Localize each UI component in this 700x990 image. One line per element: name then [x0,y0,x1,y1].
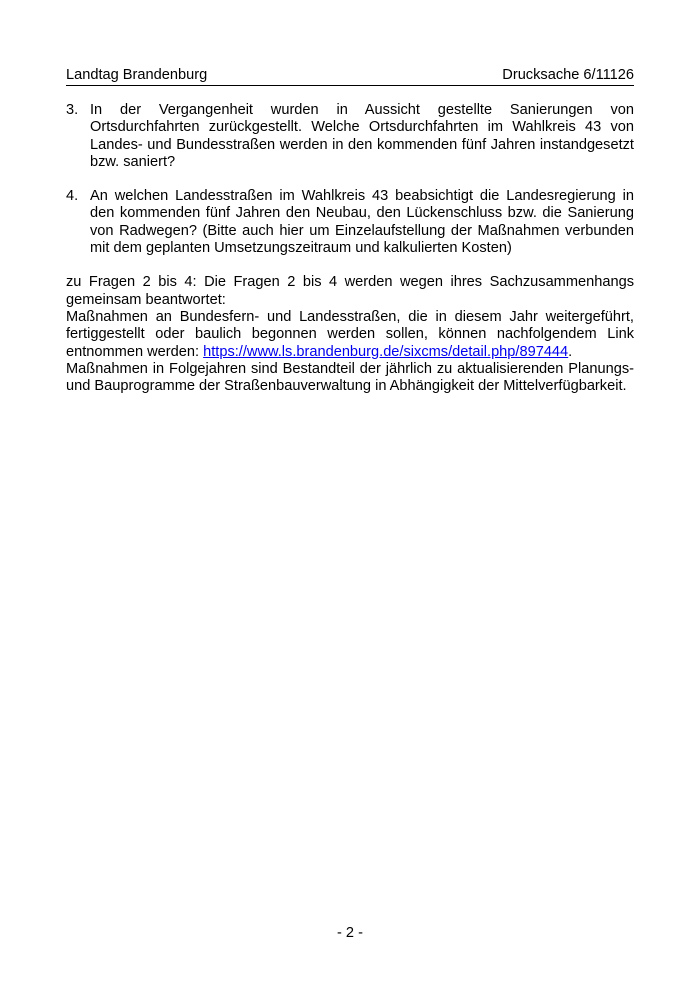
answer-paragraph-1 [66,309,634,361]
question-text: An welchen Landesstraßen im Wahlkreis 43 beabsichtigt die Landesregierung in den kommenden fünf Jahren den Neubau, den Lückenschluss bzw. die Sanierung von Radwegen? (Bitte auch hier um Einzelaufstellung der Maßnahmen verbunden mit dem geplanten Umsetzungszeitraum und kalkulierten Kosten) [90,188,634,257]
answer-paragraph-1-text: Maßnahmen an Bundesfern- und Landesstraßen, die in diesem Jahr weitergeführt, fertiggestellt oder baulich begonnen werden sollen, können nachfolgendem Link entnommen werden: [66,308,634,360]
answer-paragraph-1-end: . [568,343,573,360]
question-text: In der Vergangenheit wurden in Aussicht gestellte Sanierungen von Ortsdurchfahrten zurückgestellt. Welche Ortsdurchfahrten im Wahlkreis 43 von Landes- und Bundesstraßen werden in den kommenden fünf Jahren instandgesetzt bzw. saniert? [90,102,634,170]
question-3 [66,102,634,171]
page-number: - 2 - [337,925,363,941]
document-body [66,102,634,395]
question-number: 3. [66,102,79,118]
question-number: 4. [66,188,79,205]
header-document-number: Drucksache 6/11126 [502,67,634,83]
question-4 [66,188,634,257]
header-institution: Landtag Brandenburg [66,67,208,83]
answer-paragraph-2: Maßnahmen in Folgejahren sind Bestandteil der jährlich zu aktualisierenden Planungs- und Bauprogramme der Straßenbauverwaltung in Abhängigkeit der Mittelverfügbarkeit. [66,360,634,395]
answer-intro: zu Fragen 2 bis 4: Die Fragen 2 bis 4 werden wegen ihres Sachzusammenhangs gemeinsam beantwortet: [66,274,634,308]
page-header [66,66,634,86]
measures-link[interactable]: https://www.ls.brandenburg.de/sixcms/detail.php/897444 [203,343,569,360]
